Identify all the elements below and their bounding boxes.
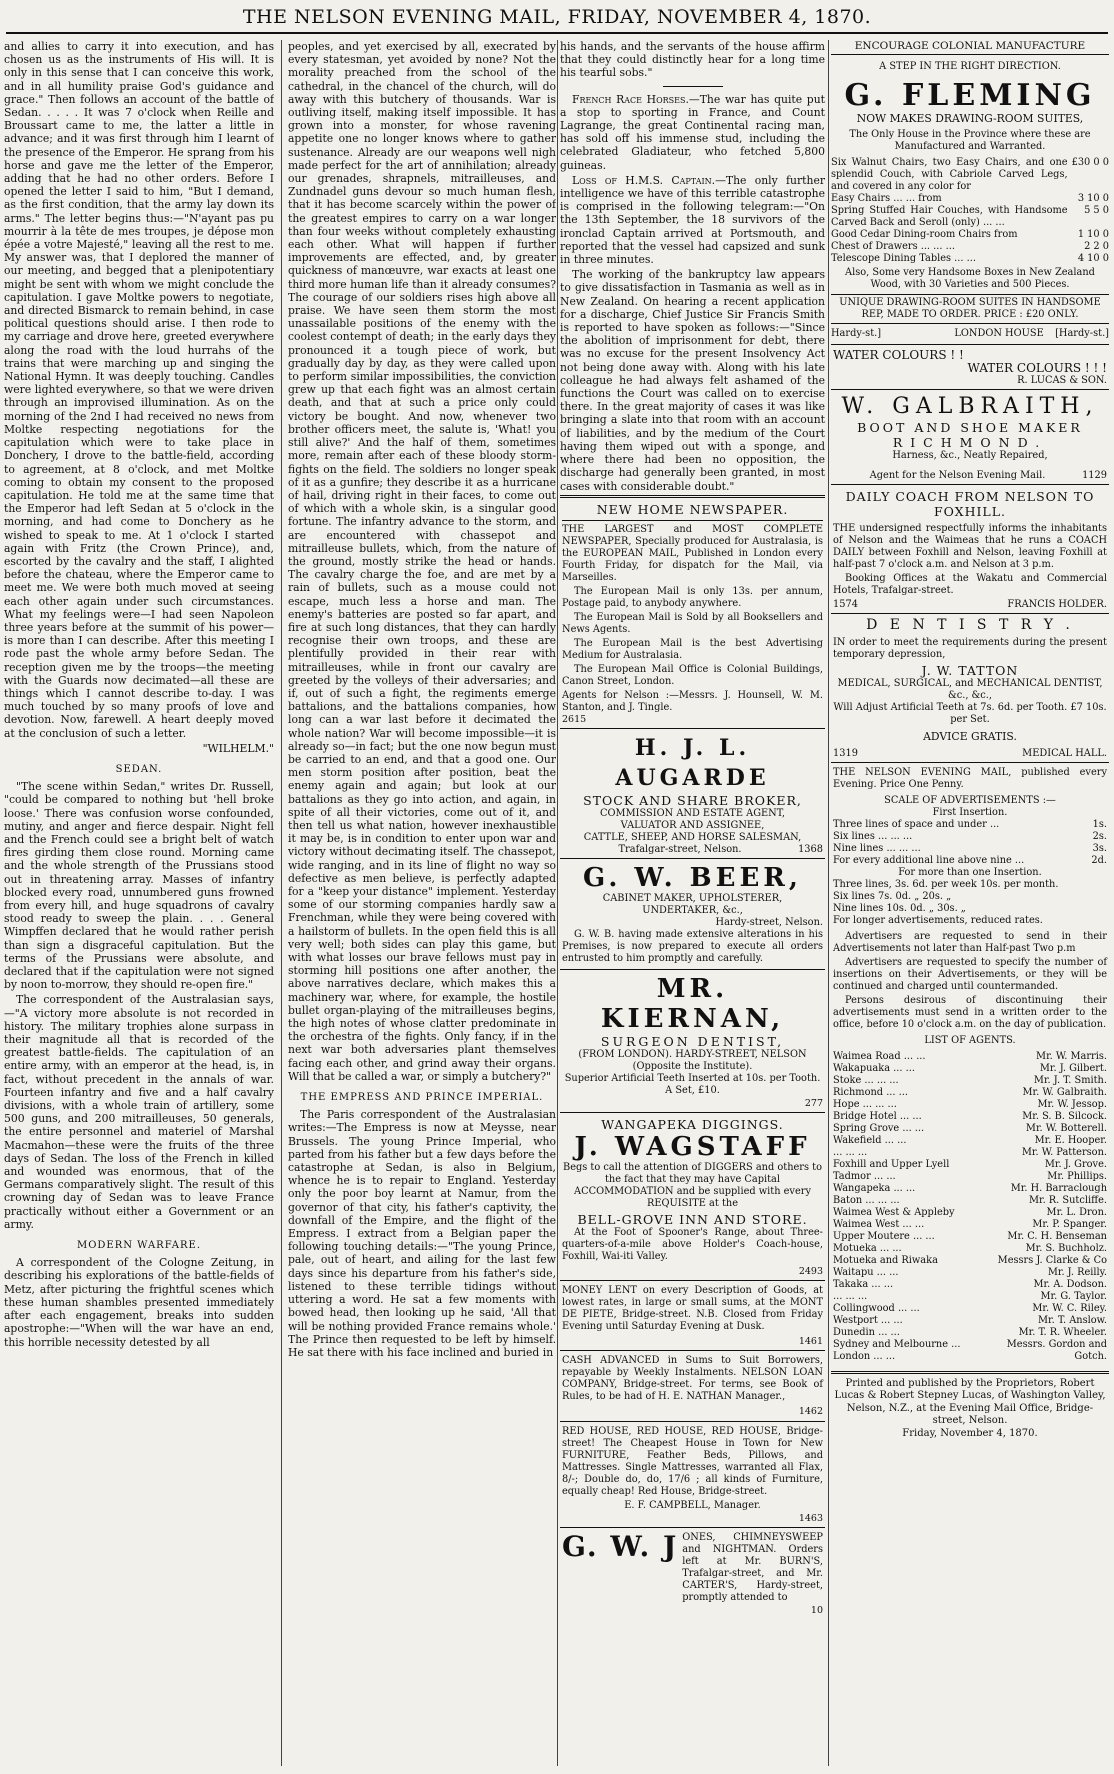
ad-heading: ENCOURAGE COLONIAL MANUFACTURE (854, 40, 1086, 52)
agent-row (833, 1267, 1107, 1279)
ad-line: CABINET MAKER, UPHOLSTERER, (602, 892, 783, 904)
agent-row-label: Westport ... ... (833, 1314, 903, 1326)
agent-row-label: Motueka and Riwaka (833, 1254, 938, 1266)
price-list (831, 157, 1109, 265)
ad-heading: NEW HOME NEWSPAPER. (596, 501, 789, 517)
ad-text: At the Foot of Spooner's Range, about Three-quarters-of-a-mile above Holder's Coach-house, Foxhill, Wai-iti Valley. (562, 1226, 823, 1262)
ad-number: 1462 (798, 1406, 823, 1418)
ad-line: RICHMOND. (892, 435, 1048, 451)
agent-row (833, 1135, 1107, 1147)
agent-row-value: Mr. S. Buchholz. (1025, 1242, 1107, 1254)
column-rule (281, 40, 282, 1766)
agent-row (833, 1279, 1107, 1291)
ad-text: ONES, CHIMNEYSWEEP and NIGHTMAN. Orders left at Mr. BURN'S, Trafalgar-street, and Mr. CARTER'S, Hardy-street, promptly attended to (682, 1531, 823, 1603)
agent-row-label: Baton ... ... ... (833, 1194, 900, 1206)
ad-text: MONEY LENT on every Description of Goods, at lowest rates, in large or small sums, at the MONT DE PIETE, Bridge-street. N.B. Closed from Friday Evening until Saturday Evening at Dusk. (562, 1285, 823, 1333)
agent-row-label: Waimea Road ... ... (833, 1050, 926, 1062)
agent-row-value: Mr. A. Dodson. (1033, 1278, 1107, 1290)
ad-line: The Only House in the Province where these are Manufactured and Warranted. (849, 129, 1091, 152)
ad-dentistry (831, 613, 1109, 761)
agent-row (833, 1147, 1107, 1159)
agent-row-label: ... ... ... (833, 1146, 868, 1158)
price-row-value: 1 10 0 (1077, 229, 1109, 240)
agent-row-label: Dunedin ... ... (833, 1326, 900, 1338)
ad-line: Harness, &c., Neatly Repaired, (892, 450, 1048, 462)
scale-row-label: Six lines ... ... ... (833, 830, 913, 842)
ad-text: G. W. B. having made extensive alterations in his Premises, is now prepared to execute all orders entrusted to him promptly and carefully. (562, 928, 823, 964)
ad-line: R. LUCAS & SON. (1017, 375, 1107, 387)
price-row-value: 5 5 0 (1084, 205, 1109, 216)
ad-line: Will Adjust Artificial Teeth at 7s. 6d. per Tooth. £7 10s. per Set. (833, 702, 1107, 726)
ad-line: NOW MAKES DRAWING-ROOM SUITES, (856, 112, 1084, 125)
ad-text: THE undersigned respectfully informs the inhabitants of Nelson and the Waimeas that he runs a COACH DAILY between Foxhill and Nelson, leaving Foxhill at half-past 7 o'clock a.m. and Nelson at 3 p.m. (833, 523, 1107, 571)
ad-jones (560, 1527, 825, 1619)
agent-row (833, 1207, 1107, 1219)
agent-row-value: Mr. J. Grove. (1044, 1158, 1107, 1170)
agent-row (833, 1231, 1107, 1243)
agent-row-value: Mr. W. Marris. (1036, 1050, 1107, 1062)
agent-row-value: Mr. Phillips. (1047, 1170, 1107, 1182)
scale-row-label: Nine lines ... ... ... (833, 842, 921, 854)
column-rule (828, 40, 829, 1766)
paragraph-race-horses (560, 93, 825, 172)
ad-line: WATER COLOURS ! ! ! (967, 361, 1107, 376)
price-row-value: 4 10 0 (1077, 253, 1109, 264)
ad-big-name: G. W. J (562, 1529, 679, 1563)
ad-line: STOCK AND SHARE BROKER, (583, 792, 802, 808)
scale-row (833, 819, 1107, 831)
agent-row (833, 1255, 1107, 1267)
ad-big-name: G. FLEMING (844, 78, 1096, 113)
agent-row-value: Mr. J. Reilly. (1047, 1266, 1107, 1278)
scale-row: Three lines, 3s. 6d. per week 10s. per month. (833, 878, 1059, 890)
ad-text: THE LARGEST and MOST COMPLETE NEWSPAPER, Specially produced for Australasia, is the EUROPEAN MAIL, Published in London every Fourth Friday, for dispatch for the Mail, via Marseilles. (562, 523, 823, 583)
ad-money-lent (560, 1280, 825, 1350)
agent-row-label: Motueka ... ... (833, 1242, 902, 1254)
agent-row-value: Mr. L. Dron. (1046, 1206, 1107, 1218)
scale-row-label: For every additional line above nine ... (833, 854, 1025, 866)
agents-heading: LIST OF AGENTS. (924, 1034, 1016, 1046)
agent-row (833, 1075, 1107, 1087)
ad-number: 2493 (798, 1265, 823, 1277)
ad-text: The European Mail is only 13s. per annum, Postage paid, to anybody anywhere. (562, 585, 823, 609)
ad-signature: FRANCIS HOLDER. (1007, 599, 1107, 611)
agent-row-label: Waitapu ... ... (833, 1266, 899, 1278)
paragraph-captain (560, 174, 825, 266)
ad-signature: E. F. CAMPBELL, Manager. (624, 1499, 761, 1511)
agent-row-label: Hope ... ... ... (833, 1098, 897, 1110)
agent-row (833, 1159, 1107, 1171)
agent-row-value: Mr. W. Patterson. (1021, 1146, 1107, 1158)
agent-row-label: Collingwood ... ... (833, 1302, 920, 1314)
agent-row-value: Mr. W. Botterell. (1025, 1122, 1107, 1134)
agent-row-label: Bridge Hotel ... ... (833, 1110, 922, 1122)
column-4 (831, 40, 1109, 1766)
ad-number: 277 (804, 1097, 823, 1109)
ad-number: 1319 (833, 747, 858, 759)
ad-water-colours (831, 344, 1109, 389)
ad-text: RED HOUSE, RED HOUSE, RED HOUSE, Bridge-street! The Cheapest House in Town for New FURNITURE, Feather Beds, Pillows, and Mattresses. Single Mattresses, warranted all Flax, 8/-; Double do, do, 17/6 ; all kinds of Furniture, equally cheap! Red House, Bridge-street. (562, 1425, 823, 1497)
ad-line: Agent for the Nelson Evening Mail. (869, 470, 1046, 482)
ad-big-name: MR. KIERNAN, (600, 973, 785, 1034)
agent-row-value: Mr. W. Jessop. (1037, 1098, 1107, 1110)
price-row (831, 253, 1109, 265)
scale-row: For longer advertisements, reduced rates. (833, 914, 1043, 926)
agent-row-value: Mr. H. Barraclough (1010, 1182, 1107, 1194)
ad-line: Trafalgar-street, Nelson. (618, 843, 742, 855)
agent-row-value: Mr. J. T. Smith. (1033, 1074, 1107, 1086)
ad-red-house (560, 1421, 825, 1527)
price-row (831, 229, 1109, 241)
scale-row: Nine lines 10s. 0d. „ 30s. „ (833, 902, 966, 914)
ad-line: A STEP IN THE RIGHT DIRECTION. (879, 61, 1061, 72)
ad-text: CASH ADVANCED in Sums to Suit Borrowers, repayable by Weekly Instalments. NELSON LOAN COMPANY, Bridge-street. For terms, see Book of Rules, to be had of H. E. NATHAN Manager., (562, 1355, 823, 1403)
ad-wangapeka (560, 1112, 825, 1280)
ad-line: BOOT AND SHOE MAKER (857, 420, 1083, 436)
agent-row-value: Mr. W. Galbraith. (1022, 1086, 1107, 1098)
lead-in: Loss of H.M.S. Captain. (572, 173, 716, 187)
text: —The only further intelligence we have of this terrible catastrophe is comprised in the following telegram:—"On the 13th September, the 18 survivors of the ironclad Captain arrived at Portsmouth, and reported that the vessel had capsized and sunk in three minutes. (560, 173, 825, 267)
price-row-value: £30 0 0 (1071, 157, 1109, 168)
lead-in: French Race Horses. (572, 92, 689, 106)
ad-line: (FROM LONDON). HARDY-STREET, NELSON (Opposite the Institute). (578, 1048, 807, 1072)
ad-line: BELL-GROVE INN AND STORE. (577, 1211, 808, 1227)
ad-big-name: H. J. L. AUGARDE (615, 734, 770, 791)
agent-row (833, 1339, 1107, 1351)
paragraph: "The scene within Sedan," writes Dr. Russell, "could be compared to nothing but 'hell broke loose.' There was confusion worse confounded, mutiny, and anger and fierce despair. Night fell and the French could see a bright belt of watch fires girding them close round. Morning came and the whole strength of the Prussians stood out in threatening array. Masses of infantry blocked every road, unnumbered guns frowned from every hill, and huge squadrons of cavalry stood ready to sweep the plain. . . . General Wimpffen declared that he would rather perish than sign a disgraceful capitulation. But the terms of the Prussians were absolute, and declared that if the capitulation were not signed by noon to-morrow, they should re-open fire." (4, 780, 274, 992)
scale-row-value: 2s. (1092, 830, 1107, 842)
scale-row-value: 2d. (1091, 854, 1107, 866)
paragraph: The working of the bankruptcy law appears to give dissatisfaction in Tasmania as well as in New Zealand. On hearing a recent application for a discharge, Chief Justice Sir Francis Smith is reported to have spoken as follows:—"Since the abolition of imprisonment for debt, there was no excuse for the present Insolvency Act not being done away with. Along with his late colleague he had always felt ashamed of the functions the Court was called on to exercise there. In the great majority of cases it was like bringing a slate into that room with an account of liabilities, and by the medium of the Court having them wiped out with a sponge, and where there had been no opposition, the discharge had generally been granted, in most cases with considerable doubt." (560, 268, 825, 493)
column-1 (4, 40, 274, 1766)
ad-line: SURGEON DENTIST, (600, 1033, 785, 1049)
agent-row-value: Mr. T. R. Wheeler. (1018, 1326, 1107, 1338)
agent-row (833, 1195, 1107, 1207)
agent-row-label: Upper Moutere ... ... (833, 1230, 935, 1242)
ad-text: Booking Offices at the Wakatu and Commercial Hotels, Trafalgar-street. (833, 573, 1107, 597)
ad-line: [Hardy-st.] (1055, 328, 1109, 339)
ad-beer (560, 858, 825, 969)
ad-daily-coach (831, 484, 1109, 613)
ad-heading: D E N T I S T R Y . (866, 617, 1074, 634)
ad-text: Advertisers are requested to specify the number of insertions on their Advertisements, or they will be continued and charged until countermanded. (833, 956, 1107, 992)
paragraph: The correspondent of the Australasian says,—"A victory more absolute is not recorded in history. The military trophies alone surpass in their magnitude all that is recorded of the greatest battle-fields. The capitulation of an entire army, with an emperor at the head, is, in fact, without precedent in the annals of war. Fourteen infantry and five and a half cavalry divisions, with a whole train of artillery, some 500 guns, and 200 mitrailleuses, 50 generals, the entire personnel and materiel of Marshal Macmahon—these were the fruits of the three days of Sedan. The loss of the French in killed and wounded was enormous, that of the Germans comparatively slight. The result of this crowning day of Sedan was to leave France practically without either a Government or an army. (4, 993, 274, 1231)
ad-line: MEDICAL HALL. (1022, 747, 1107, 759)
text: —The war has quite put a stop to sporting in France, and Count Lagrange, the great Continental racing man, has sold off his immense stud, including the celebrated Gladiateur, who fetched 5,800 guineas. (560, 92, 825, 172)
ad-line: Hardy-st.] (831, 328, 882, 339)
ad-line: ADVICE GRATIS. (923, 730, 1017, 744)
ad-line: VALUATOR AND ASSIGNEE, (620, 819, 765, 831)
agent-row-value: Messrs J. Clarke & Co (997, 1254, 1107, 1266)
masthead: THE NELSON EVENING MAIL, FRIDAY, NOVEMBER 4, 1870. (242, 6, 872, 28)
ad-text: The European Mail is the best Advertising Medium for Australasia. (562, 637, 823, 661)
agent-row-value: Mr. S. B. Silcock. (1022, 1110, 1107, 1122)
agent-row-value: Mr. G. Taylor. (1040, 1290, 1107, 1302)
ad-number: 1368 (798, 843, 823, 855)
ad-line: CATTLE, SHEEP, AND HORSE SALESMAN, (583, 831, 802, 843)
ad-text: The European Mail is Sold by all Booksellers and News Agents. (562, 611, 823, 635)
scale-row (833, 843, 1107, 855)
price-row-label: Good Cedar Dining-room Chairs from (831, 229, 1018, 240)
ad-augarde (560, 728, 825, 858)
ad-line: Hardy-street, Nelson. (715, 916, 823, 928)
imprint (831, 1371, 1109, 1441)
price-row-label: Telescope Dining Tables ... ... (831, 253, 976, 264)
ad-cash-advanced (560, 1350, 825, 1420)
agent-row (833, 1243, 1107, 1255)
agent-row-value: Mr. T. Anslow. (1038, 1314, 1107, 1326)
paragraph: A correspondent of the Cologne Zeitung, in describing his explorations of the battle-fields of Metz, after picturing the frightful scenes which these human shambles presented immediately after each engagement, breaks into sudden apostrophe:—"When will the war have an end, this horrible necessity detested by all (4, 1256, 274, 1349)
ad-text: THE NELSON EVENING MAIL, published every Evening. Price One Penny. (833, 766, 1107, 790)
price-row-label: Chest of Drawers ... ... ... (831, 241, 955, 252)
agents-table (833, 1051, 1107, 1363)
ad-big-name: J. WAGSTAFF (574, 1131, 811, 1162)
divider (663, 86, 723, 87)
agent-row-value: Mr. E. Hooper. (1034, 1134, 1107, 1146)
ad-text: Agents for Nelson :—Messrs. J. Hounsell, W. M. Stanton, and J. Tingle. (562, 689, 823, 713)
agent-row (833, 1123, 1107, 1135)
price-row (831, 193, 1109, 205)
paragraph: his hands, and the servants of the house affirm that they could distinctly hear for a long time his tearful sobs." (560, 40, 825, 80)
ad-heading: DAILY COACH FROM NELSON TO FOXHILL. (845, 489, 1095, 520)
agent-row-label: Richmond ... ... (833, 1086, 908, 1098)
agent-row-label: Waimea West & Appleby (833, 1206, 955, 1218)
ad-line: MEDICAL, SURGICAL, and MECHANICAL DENTIST, &c., &c., (837, 678, 1103, 702)
agent-row-value: Mr. P. Spanger. (1032, 1218, 1107, 1230)
agent-row-label: Wakefield ... ... (833, 1134, 907, 1146)
ad-number: 10 (810, 1604, 823, 1616)
agent-row-value: Mr. J. Gilbert. (1039, 1062, 1107, 1074)
agent-row (833, 1099, 1107, 1111)
agent-row (833, 1219, 1107, 1231)
price-row (831, 205, 1109, 229)
ad-text: IN order to meet the requirements during the present temporary depression, (833, 637, 1107, 661)
agent-row-label: Foxhill and Upper Lyell (833, 1158, 950, 1170)
ad-big-name: W. GALBRAITH, (841, 394, 1099, 420)
price-row (831, 157, 1109, 193)
agent-row (833, 1351, 1107, 1363)
section-heading-empress: THE EMPRESS AND PRINCE IMPERIAL. (300, 1092, 544, 1104)
price-row-value: 3 10 0 (1077, 193, 1109, 204)
scale-row-value: 1s. (1092, 818, 1107, 830)
ad-heading: WANGAPEKA DIGGINGS. (601, 1116, 784, 1132)
paragraph: and allies to carry it into execution, and has chosen us as the instruments of His will. It is only in this sense that I can conceive this work, and in all humility praise God's guidance and grace." Then follows an account of the battle of Sedan. . . . . It was 7 o'clock when Reille and Broussart came to me, the latter a little in advance; and it was first through him I learnt of the presence of the Emperor. He sprang from his horse and gave me the letter of the Emperor, adding that he had no other orders. Before I opened the letter I said to him, "But I demand, as the first condition, that the army lay down its arms." The letter begins thus:—"N'ayant pas pu mourrir à la tête de mes troupes, je dépose mon épée a votre Majesté," leaving all the rest to me. My answer was, that I deplored the manner of our meeting, and begged that a plenipotentiary might be sent with whom we might conclude the capitulation. I gave Moltke powers to negotiate, and directed Bismarck to remain behind, in case political questions should arise. I then rode to my carriage and drove here, greeted everywhere along the road with the loud hurrahs of the trains that were marching up and singing the National Hymn. It was deeply touching. Candles were lighted everywhere, so that we were driven through an improvised illumination. As on the morning of the 2nd I had received no news from Moltke respecting negotiations for the capitulation which were to take place in Donchery, I drove to the battle-field, according to agreement, at 8 o'clock, and met Moltke coming to obtain my consent to the proposed capitulation. He told me at the same time that the Emperor had left Sedan at 5 o'clock in the morning, and had come to Donchery as he wished to speak to me. At 1 o'clock I started again with Fritz (the Crown Prince), and, escorted by the cavalry and the staff, I alighted before the chateau, where the Emperor came to meet me. We were both much moved at seeing each other again under such circumstances. What my feelings were—I had seen Napoleon three years before at the summit of his power—is more than I can describe. After this meeting I rode past the whole army before Sedan. The reception given me by the troops—the meeting with the Guards now decimated—all these are things which I cannot describe to-day. I was much touched by so many proofs of love and devotion. Now, farewell. A heart deeply moved at the conclusion of such a letter. (4, 40, 274, 740)
imprint-date: Friday, November 4, 1870. (902, 1427, 1038, 1439)
agent-row-value: Mr. R. Sutcliffe. (1028, 1194, 1107, 1206)
ad-number: 1461 (798, 1336, 823, 1348)
agent-row (833, 1171, 1107, 1183)
ad-line: J. W. TATTON (921, 663, 1019, 679)
agent-row-value: Gotch. (1074, 1350, 1107, 1362)
ad-line: Superior Artificial Teeth Inserted at 10s. per Tooth. A Set, £10. (564, 1072, 821, 1096)
agent-row-value: Mr. C. H. Benseman (1007, 1230, 1107, 1242)
column-rule (557, 40, 558, 1766)
section-heading-modern-warfare: MODERN WARFARE. (76, 1240, 202, 1252)
ad-new-home-newspaper (560, 495, 825, 728)
agent-row-label: Wangapeka ... ... (833, 1182, 916, 1194)
scale-row-label: Three lines of space and under ... (833, 818, 1000, 830)
ad-line: COMMISSION AND ESTATE AGENT, (600, 807, 785, 819)
price-row-value: 2 2 0 (1084, 241, 1109, 252)
divider (831, 54, 1109, 55)
imprint-text: Printed and published by the Proprietors, Robert Lucas & Robert Stepney Lucas, of Washington Valley, Nelson, N.Z., at the Evening Mail Office, Bridge-street, Nelson. (834, 1377, 1106, 1427)
section-heading-sedan: SEDAN. (115, 763, 163, 775)
agent-row (833, 1051, 1107, 1063)
ad-number: 1129 (1082, 470, 1107, 482)
ad-line: UNDERTAKER, &c., (642, 904, 743, 916)
price-row-label: Spring Stuffed Hair Couches, with Handsome Carved Back and Seroll (only) ... ... (831, 205, 1068, 228)
ad-line: Also, Some very Handsome Boxes in New Zealand Wood, with 30 Varieties and 500 Pieces. (845, 267, 1095, 290)
ad-number: 1574 (833, 599, 858, 611)
paragraph: The Paris correspondent of the Australasian writes:—The Empress is now at Meysse, near Brussels. The young Prince Imperial, who parted from his father but a few days before the catastrophe at Sedan, is also in Belgium, whence he is to repair to England. Yesterday only the poor boy learnt at Namur, from the governor of that city, his father's captivity, the downfall of the Empire, and the flight of the Empress. I extract from a Belgian paper the following touching details:—"The young Prince, pale, out of heart, and ailing for the last few days since his departure from his father's side, listened to these terrible tidings without uttering a word. He sat a few moments with bowed head, then looking up he said, 'All that will be nothing provided France remains whole.' The Prince then requested to be left by himself. He sat there with his face inclined and buried in (288, 1108, 556, 1359)
agent-row-value: Mr. W. C. Riley. (1032, 1302, 1107, 1314)
agent-row (833, 1111, 1107, 1123)
column-2 (288, 40, 556, 1766)
ad-text: Persons desirous of discontinuing their advertisements must send in a written order to the office, before 10 o'clock a.m. on the day of publication. (833, 994, 1107, 1030)
agent-row (833, 1063, 1107, 1075)
agent-row (833, 1315, 1107, 1327)
scale-row-value: 3s. (1092, 842, 1107, 854)
scale-row (833, 855, 1107, 867)
ad-body (562, 520, 823, 726)
agent-row-label: Wakapuaka ... ... (833, 1062, 915, 1074)
agent-row-label: Sydney and Melbourne ... (833, 1338, 961, 1350)
agent-row (833, 1327, 1107, 1339)
scale-table (833, 819, 1107, 867)
price-row (831, 241, 1109, 253)
agent-row (833, 1303, 1107, 1315)
price-row-label: Six Walnut Chairs, two Easy Chairs, and one splendid Couch, with Cabriole Carved Legs, and covered in any color for (831, 157, 1068, 192)
agent-row-value: Messrs. Gordon and (1006, 1338, 1107, 1350)
scale-subheading: For more than one Insertion. (898, 866, 1042, 878)
agent-row-label: Stoke ... ... ... (833, 1074, 899, 1086)
price-row-label: Easy Chairs ... ... from (831, 193, 942, 204)
ad-galbraith (831, 389, 1109, 484)
scale-heading: SCALE OF ADVERTISEMENTS :— (884, 794, 1056, 806)
agent-row (833, 1183, 1107, 1195)
column-3 (560, 40, 825, 1766)
ad-line: UNIQUE DRAWING-ROOM SUITES IN HANDSOME REP, MADE TO ORDER. PRICE : £20 ONLY. (831, 294, 1109, 324)
masthead-rule (6, 32, 1108, 34)
scale-row (833, 831, 1107, 843)
paragraph: peoples, and yet exercised by all, execrated by every statesman, yet avoided by none? Not the morality preached from the school of the cathedral, in the chancel of the church, will do away with this butchery of thousands. War is outliving itself, making itself impossible. It has grown into a monster, for whose ravening appetite one no longer knows where to gather sustenance. Already are our weapons well nigh made perfect for the art of annihilation; already our grenades, shrapnels, mitrailleuses, and Zundnadel guns devour so much human flesh, that it has become scarcely within the power of the greatest empires to carry on a war longer than four weeks without completely exhausting each other. What will happen if further improvements are effected, and, by greater quickness of manœuvre, war exacts at least one third more human life than it already consumes? The courage of our soldiers rises high above all praise. We have seen them storm the most unassailable positions of the enemy with the coolest contempt of death; in the early days they pronounced it a tough piece of work, but gradually day by day, as they were called upon to perform similar impossibilities, the conviction grew up that each fight was an almost certain death, and that at such a price only could victory be bought. And now, whenever two brother officers meet, the salute is, 'What! you still alive?' And the half of them, sometimes more, remain after each of these bloody storm-fights on the field. The soldiers no longer speak of it as a gunfire; they describe it as a hurricane of hail, driving right in their faces, to come out of which with a whole skin, is a singular good fortune. The infantry advance to the storm, and are encountered with chassepot and mitrailleuse bullets, which, from the nature of the ground, mostly strike the head or hands. The cavalry charge the foe, and are met by a rain of bullets, such as a mouse could not escape, much less a horse and man. The enemy's batteries are posted so far apart, and fire at such long distances, that they can hardly recognise their own troops, and these are plentifully provided in their rear with mitrailleuses, while in front our cavalry are greeted by the volleys of their adversaries; and if, out of such a fight, the regiments emerge battalions, and the battalions companies, how long can a war last before it decimated the whole nation? War will become impossible—it is already so—in fact; but the one now begun must be carried to an end, and that a good one. Our men storm position after position, beat the enemy again and again; but look at our battalions as they go into action, and again, in spite of all their victories, come out of it, and then tell us what nation, however inexhaustible it may be, is in condition to enter upon war and victory without decimating itself. The chassepot, wide ranging, and in its line of flight no way so defective as men believe, is perfectly adapted for a "keep your distance" implement. Yesterday some of our storming companies hardly saw a Frenchman, while they were being covered with a hailstorm of bullets. In the open field this is all very well; both sides can play this game, but with what losses our brave fellows must pay in storming hill positions one after another, the above narratives declare, which makes this a machinery war, where, for example, the hostile bullet organ-playing of the mitrailleuses begins, the high notes of whose clatter predominate in the orchestra of the fights. Only fancy, if in the next war both adversaries plant themselves facing each other, and grind away their organs. Will that be called a war, or simply a butchery?" (288, 40, 556, 1083)
agent-row (833, 1291, 1107, 1303)
scale-table-2 (833, 879, 1107, 927)
ad-text: The European Mail Office is Colonial Buildings, Canon Street, London. (562, 663, 823, 687)
agent-row-label: Tadmor ... ... (833, 1170, 896, 1182)
ad-line: WATER COLOURS ! ! (833, 348, 964, 362)
agent-row-label: Waimea West ... ... (833, 1218, 925, 1230)
ad-big-name: G. W. BEER, (583, 862, 802, 893)
agent-row-label: ... ... ... (833, 1290, 868, 1302)
ad-text: Advertisers are requested to send in their Advertisements not later than Half-past Two p.m (833, 930, 1107, 954)
ad-number: 2615 (562, 713, 587, 725)
agent-row-label: Takaka ... ... (833, 1278, 894, 1290)
ad-kiernan (560, 969, 825, 1112)
signature: "WILHELM." (202, 741, 274, 755)
scale-subheading: First Insertion. (932, 806, 1008, 818)
ad-line: LONDON HOUSE (954, 328, 1044, 339)
ad-text: Begs to call the attention of DIGGERS and others to the fact that they may have Capital ACCOMMODATION and be supplied with every REQUISITE at the (563, 1161, 822, 1209)
agent-row-label: Spring Grove ... ... (833, 1122, 925, 1134)
ad-number: 1463 (798, 1512, 823, 1524)
scale-row: Six lines 7s. 0d. „ 20s. „ (833, 890, 952, 902)
publication-notice (831, 762, 1109, 1365)
agent-row-label: London ... ... (833, 1350, 896, 1362)
agent-row (833, 1087, 1107, 1099)
